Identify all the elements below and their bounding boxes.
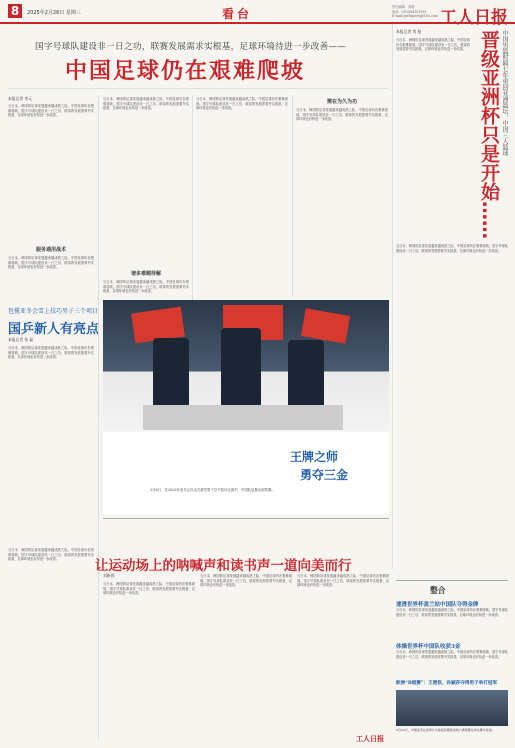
right-vertical-title: 晋级亚洲杯只是开始…… (478, 30, 500, 239)
photo-caption: 2月8日，在2025年亚冬会自由式滑雪男子空中技巧比赛中，中国队包揽全部奖牌。 (150, 488, 275, 492)
side-byline: 本报记者 张 磊 (8, 337, 34, 342)
right-body-col2: 当日本、韩国的足球发展越来越成熟之际，中国足球仍在艰难爬坡。国字号球队建设非一日之功，联赛的发展需要夯实根基，足球环境也有待进一步改善。 (396, 244, 508, 253)
side-main-title: 国乒新人有亮点 (8, 322, 100, 337)
bottom-title: 让运动场上的呐喊声和读书声一道向美而行 (95, 558, 352, 574)
bottom-body-col2: 当日本、韩国的足球发展越来越成熟之际，中国足球仍在艰难爬坡。国字号球队建设非一日之功，联赛的发展需要夯实根基，足球环境也有待进一步改善。 (200, 574, 292, 588)
athlete (153, 338, 189, 408)
main-body-col2: 当日本、韩国的足球发展越来越成熟之际，中国足球仍在艰难爬坡。国字号球队建设非一日之功，联赛的发展需要夯实根基，足球环境也有待进一步改善。 (103, 97, 189, 111)
main-subhead-3: 需在为久为功 (326, 99, 357, 105)
athlete (288, 340, 324, 408)
brief-header: 整合 (430, 586, 446, 595)
bottom-body-col3: 当日本、韩国的足球发展越来越成熟之际，中国足球仍在艰难爬坡。国字号球队建设非一日之功，联赛的发展需要夯实根基，足球环境也有待进一步改善。 (297, 574, 389, 588)
page-number: 8 (8, 4, 22, 18)
right-byline: 本报记者 刘 旭 (396, 29, 422, 34)
main-body-col1b: 当日本、韩国的足球发展越来越成熟之际，中国足球仍在艰难爬坡。国字号球队建设非一日之功，联赛的发展需要夯实根基，足球环境也有待进一步改善。 (8, 256, 94, 270)
rule (8, 88, 388, 89)
section-name: 看台 (222, 7, 253, 21)
brief-photo-caption: 2月25日，中国选手在世界乒乓球巡回赛新加坡大满贯赛女单比赛中发球。 (396, 728, 495, 732)
flag (301, 308, 350, 343)
main-body-col1: 当日本、韩国的足球发展越来越成熟之际，中国足球仍在艰难爬坡。国字号球队建设非一日之功，联赛的发展需要夯实根基，足球环境也有待进一步改善。 (8, 104, 94, 118)
main-subtitle: 国字号球队建设非一日之功，联赛发展需求实根基，足球环境待进一步改善—— (35, 42, 347, 52)
photo-label-1: 王牌之师 (290, 450, 339, 464)
main-body-col4: 当日本、韩国的足球发展越来越成熟之际，中国足球仍在艰难爬坡。国字号球队建设非一日之功，联赛的发展需要夯实根基，足球环境也有待进一步改善。 (296, 108, 388, 122)
main-body-col2b: 当日本、韩国的足球发展越来越成熟之际，中国足球仍在艰难爬坡。国字号球队建设非一日之功，联赛的发展需要夯实根基，足球环境也有待进一步改善。 (103, 280, 189, 294)
main-subhead-2: 诸多难题待解 (130, 271, 161, 277)
main-title: 中国足球仍在艰难爬坡 (65, 59, 306, 84)
brief-2-body: 当日本、韩国的足球发展越来越成熟之际，中国足球仍在艰难爬坡。国字号球队建设非一日之功，联赛的发展需要夯实根基，足球环境也有待进一步改善。 (396, 650, 508, 659)
bottom-body-col1: 当日本、韩国的足球发展越来越成熟之际，中国足球仍在艰难爬坡。国字号球队建设非一日之功，联赛的发展需要夯实根基，足球环境也有待进一步改善。 (103, 582, 195, 596)
right-body-col1: 当日本、韩国的足球发展越来越成熟之际，中国足球仍在艰难爬坡。国字号球队建设非一日之功，联赛的发展需要夯实根基，足球环境也有待进一步改善。 (396, 38, 470, 52)
footer-logo: 工人日报 (356, 734, 384, 743)
editor-info: 责任编辑：刘莉 电话：(010)84151599 E-mail:grrbsports@163.com (392, 5, 438, 18)
side-body-col1b: 当日本、韩国的足球发展越来越成熟之际，中国足球仍在艰难爬坡。国字号球队建设非一日之功，联赛的发展需要夯实根基，足球环境也有待进一步改善。 (8, 548, 94, 562)
main-byline: 本报记者 李元 (8, 96, 32, 101)
photo-label-2: 勇夺三金 (300, 468, 349, 482)
issue-date: 2025年2月26日 星期三 (27, 10, 81, 16)
brief-1-body: 当日本、韩国的足球发展越来越成熟之际，中国足球仍在艰难爬坡。国字号球队建设非一日之功，联赛的发展需要夯实根基，足球环境也有待进一步改善。 (396, 608, 508, 617)
paper-logo: 工人日报 (440, 8, 508, 28)
brief-photo (396, 690, 508, 726)
bottom-byline: 刘新春 (103, 573, 115, 578)
side-body-col1: 当日本、韩国的足球发展越来越成熟之际，中国足球仍在艰难爬坡。国字号球队建设非一日之功，联赛的发展需要夯实根基，足球环境也有待进一步改善。 (8, 346, 94, 360)
podium-photo (103, 300, 389, 430)
podium (143, 405, 343, 430)
side-subtitle: 包揽亚冬会雪上技巧男子三个项目 (8, 308, 99, 315)
main-body-col3: 当日本、韩国的足球发展越来越成熟之际，中国足球仍在艰难爬坡。国字号球队建设非一日之功，联赛的发展需要夯实根基，足球环境也有待进一步改善。 (196, 97, 288, 111)
brief-3-title: 欧洲“B级赛”：王楚钦、孙颖莎夺得男子单打冠军 (396, 681, 498, 686)
main-subhead-1: 服务通用战术 (35, 247, 66, 253)
right-vertical-subtitle: 中国男篮时隔七年重回亚洲篮坛，中国三人篮球 (501, 30, 508, 156)
brief-2-title: 体操世界杯中国队收获3金 (396, 644, 461, 650)
athlete (221, 328, 261, 408)
brief-1-title: 速滑世界杯盖兰站中国队夺得金牌 (396, 602, 479, 608)
